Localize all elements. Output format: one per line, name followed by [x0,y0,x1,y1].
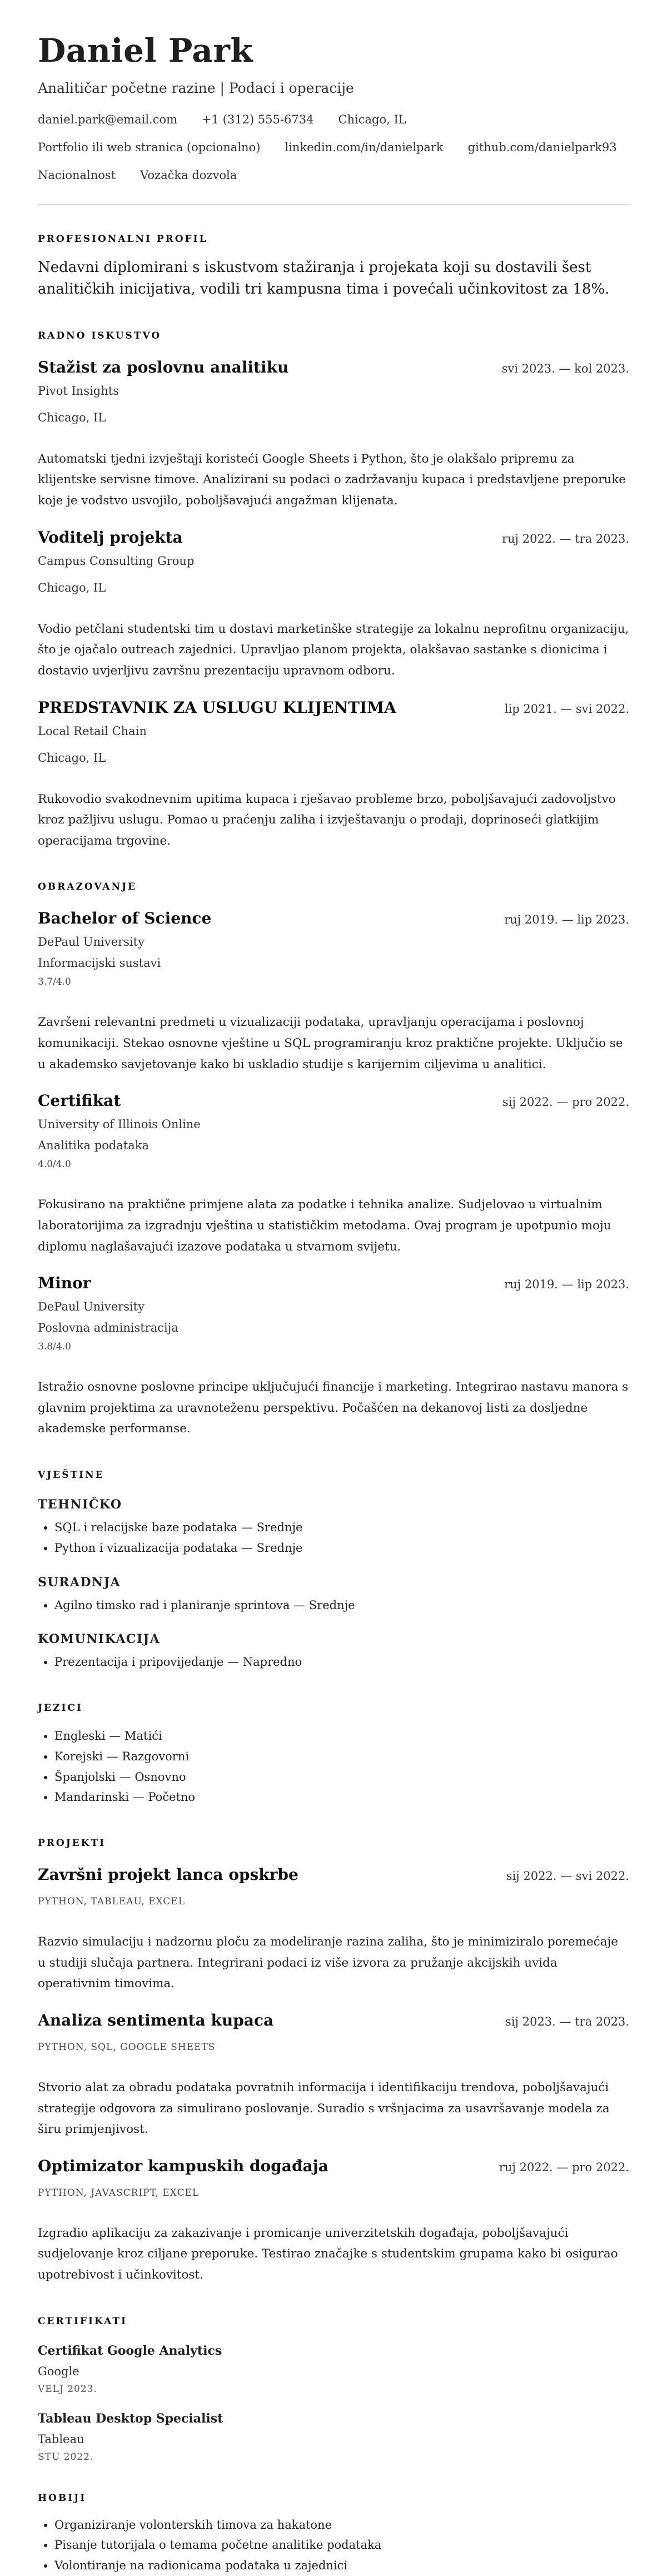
education-school: DePaul University [38,1300,145,1314]
education-field: Poslovna administracija [38,1321,178,1335]
skill-item: • Python i vizualizacija podataka — Srednje [54,1538,629,1558]
education-entry [38,909,629,1075]
skill-list [38,1595,629,1616]
contact-line-primary [38,113,629,126]
education-gpa: 3.7/4.0 [38,976,71,988]
contact-line-extra [38,168,629,182]
education-dates: sij 2022. — pro 2022. [502,1095,629,1109]
education-field: Analitika podataka [38,1139,149,1153]
certificate-entry [38,2411,629,2463]
profile-text: Nedavni diplomirani s iskustvom stažiranja i projekata koji su dostavili šest analitičkih inicijativa, vodili tri kampusna tima i povećali učinkovitost za 18%. [38,259,610,297]
education-description: Fokusirano na praktične primjene alata za podatke i tehnika analize. Sudjelovao u virtualnim laboratorijima za izgradnju vještina u statističkim metodama. Ovaj program je upotpunio moju diplomu naglašavajući izazove podataka u stvarnom svijetu. [38,1198,611,1254]
education-description: Završeni relevantni predmeti u vizualizaciji podataka, upravljanju operacijama i poslovnoj komunikaciji. Stekao osnovne vještine u SQL programiranju kroz praktične projekte. Uključio se u akademsko savjetovanje kako bi uskladio studije s karijernim ciljevima u analitici. [38,1015,623,1071]
experience-location: Chicago, IL [38,751,106,765]
certificate-name: Certifikat Google Analytics [38,2343,222,2358]
contact-website[interactable]: Portfolio ili web stranica (opcionalno) [38,140,261,154]
experience-dates: lip 2021. — svi 2022. [504,702,629,716]
education-entry [38,1091,629,1257]
section-title-languages: JEZICI [38,1703,83,1714]
certificate-name: Tableau Desktop Specialist [38,2411,223,2426]
project-technologies: PYTHON, TABLEAU, EXCEL [38,1896,186,1908]
skill-item: • SQL i relacijske baze podataka — Srednje [54,1517,629,1538]
project-technologies: PYTHON, SQL, GOOGLE SHEETS [38,2041,216,2053]
education-degree: Certifikat [38,1091,121,1110]
contact-github[interactable]: github.com/danielpark93 [467,140,617,154]
project-entry [38,2011,629,2140]
skill-category: SURADNJA [38,1575,121,1590]
contact-phone[interactable]: +1 (312) 555-6734 [202,112,314,126]
header-divider [38,204,629,205]
language-item: • Španjolski — Osnovno [54,1767,629,1788]
education-degree: Minor [38,1274,91,1293]
skill-list [38,1517,629,1558]
candidate-tagline: Analitičar početne razine | Podaci i operacije [38,80,354,96]
experience-org: Pivot Insights [38,384,119,398]
project-dates: sij 2022. — svi 2022. [506,1869,629,1883]
section-title-skills: VJEŠTINE [38,1470,104,1481]
hobby-item: • Pisanje tutorijala o temama početne analitike podataka [54,2535,629,2555]
experience-entry [38,358,629,512]
education-school: University of Illinois Online [38,1118,201,1131]
skill-category: KOMUNIKACIJA [38,1632,161,1647]
hobby-item: • Organiziranje volonterskih timova za hakatone [54,2515,629,2535]
education-entry [38,1274,629,1440]
experience-org: Campus Consulting Group [38,554,195,568]
experience-location: Chicago, IL [38,410,106,424]
certificate-date: STU 2022. [38,2451,94,2463]
language-item: • Korejski — Razgovorni [54,1746,629,1767]
education-dates: ruj 2019. — lip 2023. [504,1278,629,1292]
education-school: DePaul University [38,935,145,949]
contact-email[interactable]: daniel.park@email.com [38,112,178,126]
skill-item: • Agilno timsko rad i planiranje sprintova — Srednje [54,1595,629,1616]
experience-description: Vodio petčlani studentski tim u dostavi marketinške strategije za lokalnu neprofitnu organizaciju, što je ojačalo outreach zajednici. Upravljao planom projekta, olakšavao sastanke s dionicima i dostavio uvjerljivu završnu prezentaciju upravnom odboru. [38,622,629,678]
education-field: Informacijski sustavi [38,956,161,970]
project-technologies: PYTHON, JAVASCRIPT, EXCEL [38,2187,200,2198]
contact-license: Vozačka dozvola [140,168,237,182]
section-title-education: OBRAZOVANJE [38,881,137,893]
project-title: Analiza sentimenta kupaca [38,2011,274,2029]
experience-dates: svi 2023. — kol 2023. [501,361,629,375]
certificate-entry [38,2344,629,2395]
section-title-profile: PROFESIONALNI PROFIL [38,233,208,245]
hobby-list [38,2515,629,2576]
experience-entry [38,698,629,852]
project-entry [38,1865,629,1994]
section-title-projects: PROJEKTI [38,1838,106,1849]
education-gpa: 4.0/4.0 [38,1159,71,1170]
experience-title: Stažist za poslovnu analitiku [38,358,289,376]
project-title: Završni projekt lanca opskrbe [38,1865,298,1884]
skill-category: TEHNIČKO [38,1497,122,1512]
certificate-issuer: Tableau [38,2432,84,2446]
contact-nationality: Nacionalnost [38,168,116,182]
education-degree: Bachelor of Science [38,909,212,928]
contact-line-links [38,141,629,154]
education-gpa: 3.8/4.0 [38,1341,71,1353]
experience-dates: ruj 2022. — tra 2023. [501,532,629,545]
skill-list [38,1652,629,1672]
experience-title: Voditelj projekta [38,528,183,547]
project-entry [38,2157,629,2286]
certificate-issuer: Google [38,2364,79,2378]
education-description: Istražio osnovne poslovne principe uključujući financije i marketing. Integrirao nastavu manora s glavnim projektima za uravnoteženu perspektivu. Počašćen na dekanovoj listi za dosljedne akademske performanse. [38,1380,629,1436]
language-item: • Engleski — Matići [54,1726,629,1746]
experience-location: Chicago, IL [38,580,106,594]
project-description: Stvorio alat za obradu podataka povratnih informacija i identifikaciju trendova, poboljšavajući strategije odgovora za simulirano poslovanje. Suradio s vršnjacima za usavršavanje modela za širu primjenjivost. [38,2080,610,2137]
project-dates: sij 2023. — tra 2023. [505,2014,629,2028]
experience-description: Rukovodio svakodnevnim upitima kupaca i rješavao probleme brzo, poboljšavajući zadovoljstvo kroz pažljivu uslugu. Pomao u praćenju zaliha i izvještavanju o prodaji, doprinoseći glatkijim operacijama trgovine. [38,792,616,848]
project-description: Razvio simulaciju i nadzornu ploču za modeliranje razina zaliha, što je minimiziralo poremećaje u studiji slučaja partnera. Integrirani podaci iz više izvora za pružanje akcijskih uvida operativnim timovima. [38,1935,618,1991]
section-title-certificates: CERTIFIKATI [38,2315,127,2327]
hobby-item: • Volontiranje na radionicama podataka u zajednici [54,2555,629,2576]
experience-org: Local Retail Chain [38,724,147,738]
section-title-experience: RADNO ISKUSTVO [38,330,162,341]
language-list [38,1726,629,1808]
certificate-date: VELJ 2023. [38,2383,97,2395]
section-title-hobbies: HOBIJI [38,2492,87,2504]
project-title: Optimizator kampuskih događaja [38,2156,328,2175]
experience-title: PREDSTAVNIK ZA USLUGU KLIJENTIMA [38,698,396,717]
candidate-name: Daniel Park [38,32,253,70]
contact-location: Chicago, IL [338,112,406,126]
education-dates: ruj 2019. — lip 2023. [504,913,629,927]
language-item: • Mandarinski — Početno [54,1787,629,1808]
project-dates: ruj 2022. — pro 2022. [499,2160,629,2174]
experience-entry [38,528,629,682]
contact-linkedin[interactable]: linkedin.com/in/danielpark [285,140,444,154]
experience-description: Automatski tjedni izvještaji koristeći Google Sheets i Python, što je olakšalo pripremu za klijentske servisne timove. Analizirani su podaci o zadržavanju kupaca i predstavljene preporuke koje je vodstvo usvojilo, poboljšavajući angažman klijenata. [38,451,626,508]
project-description: Izgradio aplikaciju za zakazivanje i promicanje univerzitetskih događaja, poboljšavajući sudjelovanje kroz ciljane preporuke. Testirao značajke s studentskim grupama kako bi osigurao upotrebivost i učinkovitost. [38,2226,618,2282]
skill-item: • Prezentacija i pripovijedanje — Napredno [54,1652,629,1672]
